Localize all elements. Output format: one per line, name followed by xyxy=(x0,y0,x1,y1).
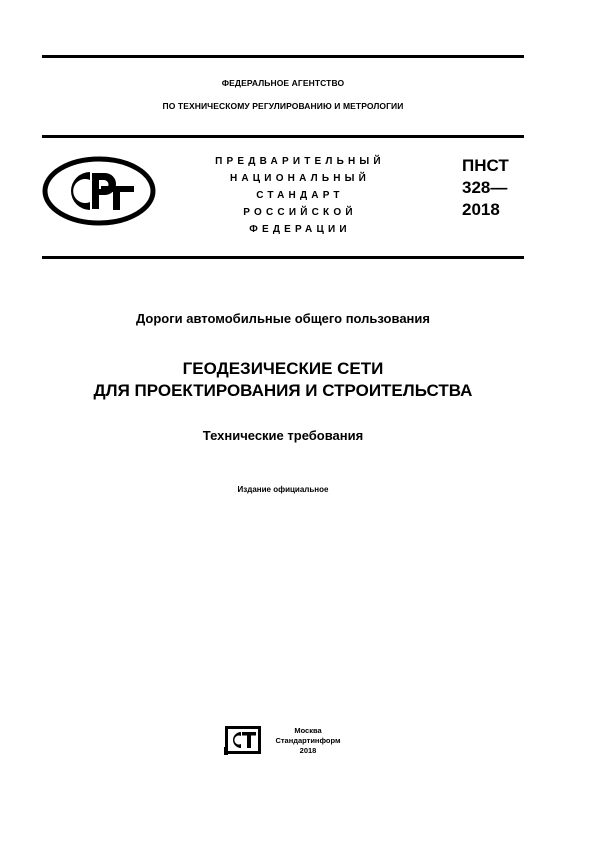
agency-name-line-2: ПО ТЕХНИЧЕСКОМУ РЕГУЛИРОВАНИЮ И МЕТРОЛОГИИ xyxy=(162,101,404,111)
standartinform-logo-icon xyxy=(224,725,262,755)
publication-year: 2018 xyxy=(299,746,317,755)
publisher-city: Москва xyxy=(294,726,322,735)
standard-type-line-4: РОССИЙСКОЙ xyxy=(243,207,357,218)
document-title-line-1: ГЕОДЕЗИЧЕСКИЕ СЕТИ xyxy=(182,359,384,378)
standard-type-line-1: ПРЕДВАРИТЕЛЬНЫЙ xyxy=(215,156,385,167)
publisher-name: Стандартинформ xyxy=(275,736,341,745)
publisher-info xyxy=(268,726,348,756)
standard-code-line-1: ПНСТ xyxy=(462,156,509,175)
document-title-line-2: ДЛЯ ПРОЕКТИРОВАНИЯ И СТРОИТЕЛЬСТВА xyxy=(93,381,473,400)
document-title xyxy=(42,358,524,402)
header-rule xyxy=(42,135,524,138)
standard-code-line-2: 328— xyxy=(462,178,508,197)
header-bottom-rule xyxy=(42,256,524,259)
gost-r-certification-mark-icon xyxy=(42,156,157,226)
standard-type-line-2: НАЦИОНАЛЬНЫЙ xyxy=(229,173,371,184)
standard-type-line-3: СТАНДАРТ xyxy=(256,190,344,201)
top-rule xyxy=(42,55,524,58)
standard-type-line-5: ФЕДЕРАЦИИ xyxy=(249,224,351,235)
standard-code-line-3: 2018 xyxy=(462,200,500,219)
standard-code xyxy=(462,155,532,221)
standard-type xyxy=(170,153,430,238)
edition-note: Издание официальное xyxy=(237,485,329,494)
agency-name-line-1: ФЕДЕРАЛЬНОЕ АГЕНТСТВО xyxy=(221,78,345,88)
document-subtitle: Технические требования xyxy=(202,428,364,443)
document-subject: Дороги автомобильные общего пользования xyxy=(136,311,430,326)
